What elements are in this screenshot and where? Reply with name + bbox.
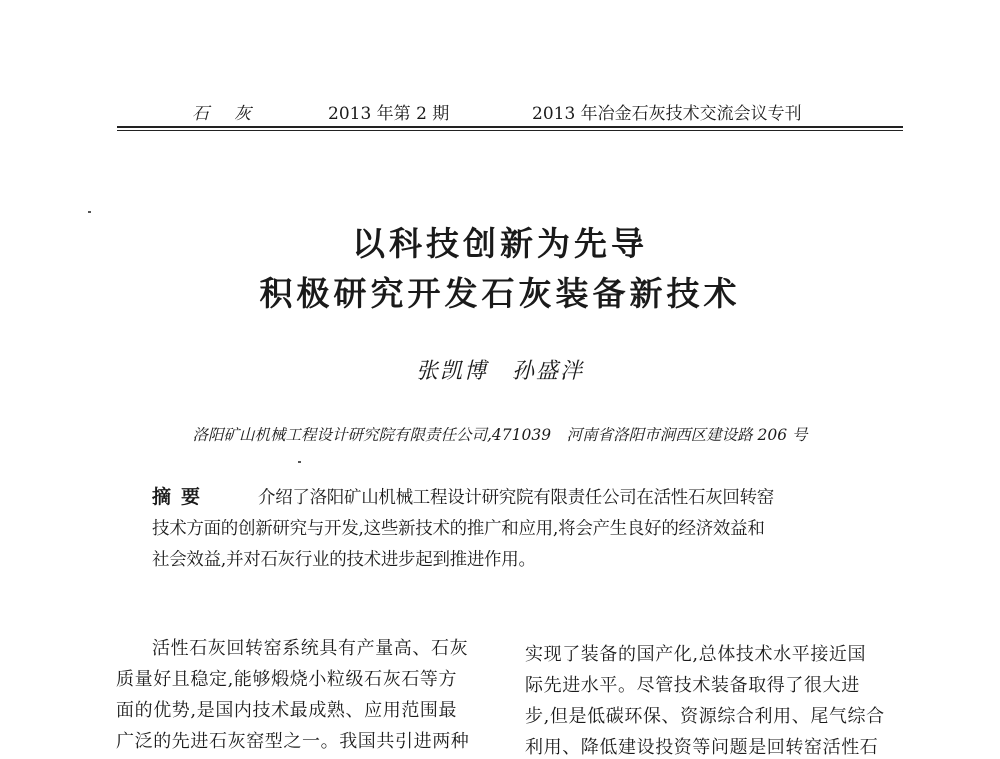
scan-speck — [298, 461, 301, 463]
body-left-line: 广泛的先进石灰窑型之一。我国共引进两种 — [116, 731, 470, 752]
abstract-label: 摘要 — [152, 486, 211, 508]
special-issue-title: 2013 年冶金石灰技术交流会议专刊 — [532, 104, 802, 124]
body-left-line: 面的优势,是国内技术最成熟、应用范围最 — [116, 700, 458, 721]
abstract-line: 介绍了洛阳矿山机械工程设计研究院有限责任公司在活性石灰回转窑 — [258, 488, 774, 508]
body-right-line: 实现了装备的国产化,总体技术水平接近国 — [525, 644, 867, 665]
paper-title-line-1: 以科技创新为先导 — [352, 224, 648, 263]
header-rule-thin — [117, 130, 903, 131]
header-rule-thick — [117, 126, 903, 128]
abstract-line: 社会效益,并对石灰行业的技术进步起到推进作用。 — [152, 550, 536, 570]
body-right-line: 际先进水平。尽管技术装备取得了很大进 — [525, 675, 860, 696]
authors: 张凯博 孙盛泮 — [415, 359, 584, 384]
body-right-line: 利用、降低建设投资等问题是回转窑活性石 — [525, 737, 879, 758]
issue-number: 2013 年第 2 期 — [328, 104, 450, 124]
paper-title-line-2: 积极研究开发石灰装备新技术 — [259, 274, 741, 313]
affiliation: 洛阳矿山机械工程设计研究院有限责任公司,471039 河南省洛阳市涧西区建设路 206 号 — [192, 426, 808, 444]
body-left-line: 质量好且稳定,能够煅烧小粒级石灰石等方 — [116, 669, 458, 690]
scan-speck — [88, 211, 91, 213]
abstract-line: 技术方面的创新研究与开发,这些新技术的推广和应用,将会产生良好的经济效益和 — [152, 519, 765, 539]
body-right-line: 步,但是低碳环保、资源综合利用、尾气综合 — [525, 706, 885, 727]
body-left-line: 活性石灰回转窑系统具有产量高、石灰 — [152, 638, 469, 659]
journal-name: 石 灰 — [192, 104, 255, 124]
